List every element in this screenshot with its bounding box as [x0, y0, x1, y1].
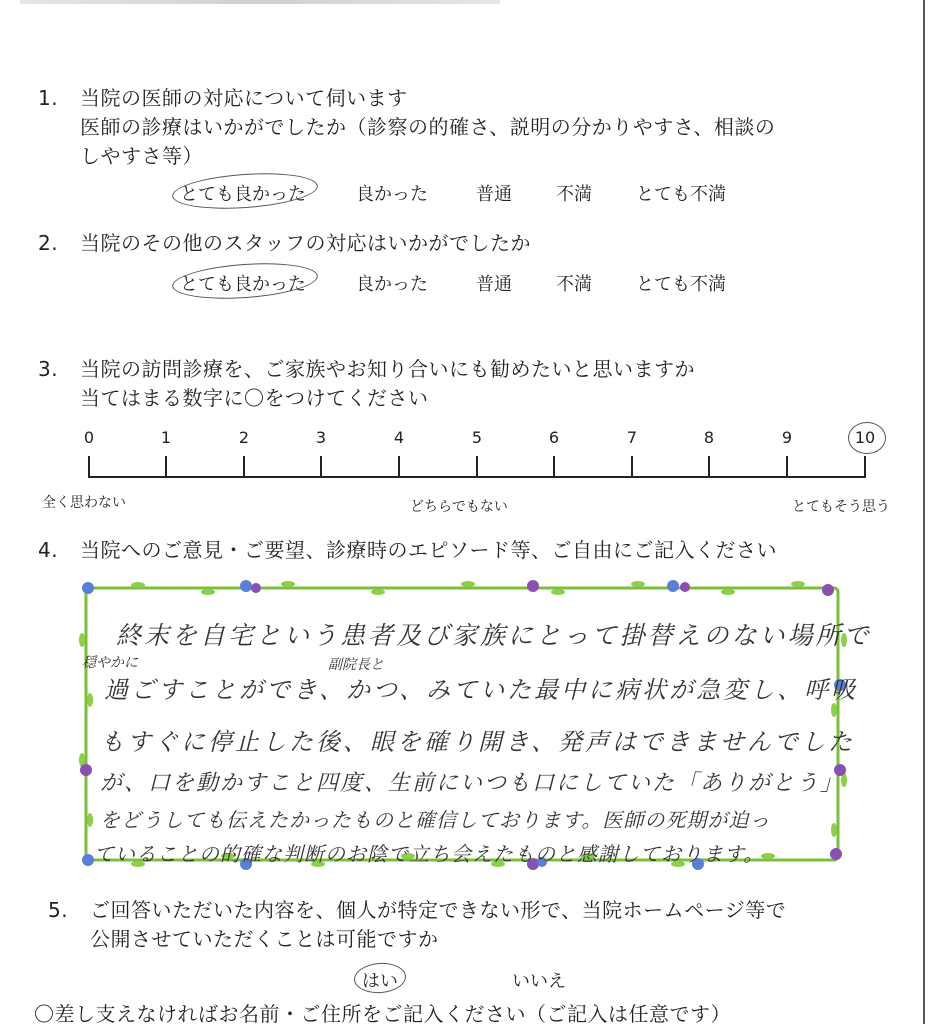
scale-number-1[interactable]: 1 [160, 428, 172, 447]
question-1-line-2: 医師の診療はいかがでしたか（診察の的確さ、説明の分かりやすさ、相談の [80, 115, 776, 139]
scale-mid-label: どちらでもない [410, 499, 508, 515]
scale-number-8[interactable]: 8 [703, 428, 715, 447]
option-very-dissatisfied[interactable]: とても不満 [636, 274, 726, 295]
scale-number-9[interactable]: 9 [781, 428, 793, 447]
question-3 [38, 355, 898, 415]
question-1-number: 1. [38, 86, 59, 110]
scale-tick [631, 456, 633, 477]
scale-number-4[interactable]: 4 [393, 428, 405, 447]
option-good[interactable]: 良かった [356, 184, 428, 205]
question-4-line-1: 当院へのご意見・ご要望、診療時のエピソード等、ご自由にご記入ください [80, 538, 777, 562]
option-very-dissatisfied[interactable]: とても不満 [636, 184, 726, 205]
option-very-good[interactable]: とても良かった [180, 274, 306, 295]
top-edge-smudge [20, 0, 500, 4]
scale-tick [165, 456, 167, 477]
handwriting-line-3: もすぐに停止した後、眼を確り開き、発声はできませんでした [100, 728, 856, 756]
scale-tick [320, 456, 322, 477]
question-2-number: 2. [38, 231, 59, 255]
question-5 [48, 896, 908, 956]
scale-number-5[interactable]: 5 [471, 428, 483, 447]
scale-tick [708, 456, 710, 477]
question-2 [38, 229, 898, 259]
option-good[interactable]: 良かった [356, 274, 428, 295]
question-4 [38, 536, 898, 566]
question-2-options [180, 270, 780, 296]
question-1 [38, 84, 898, 174]
option-no[interactable]: いいえ [512, 971, 566, 992]
scale-number-6[interactable]: 6 [548, 428, 560, 447]
scale-tick [398, 456, 400, 477]
handwriting-line-2: 過ごすことができ、かつ、みていた最中に病状が急変し、呼吸 [104, 676, 859, 704]
scale-right-label: とてもそう思う [792, 499, 890, 515]
comment-box[interactable] [78, 580, 872, 870]
scale-number-2[interactable]: 2 [238, 428, 250, 447]
page-edge-line [923, 0, 925, 1024]
question-5-number: 5. [48, 898, 69, 922]
handwriting-annotation: 副院長と [328, 657, 384, 673]
scale-number-10[interactable]: 10 [854, 428, 876, 447]
option-dissatisfied[interactable]: 不満 [556, 274, 592, 295]
scale-number-3[interactable]: 3 [315, 428, 327, 447]
scale-tick [476, 456, 478, 477]
question-1-line-1: 当院の医師の対応について伺います [80, 86, 408, 110]
scale-tick [88, 456, 90, 477]
option-very-good[interactable]: とても良かった [180, 184, 306, 205]
footer-note-text: 〇差し支えなければお名前・ご住所をご記入ください（ご記入は任意です） [34, 1002, 731, 1026]
question-1-line-3: しやすさ等） [80, 144, 203, 168]
question-3-line-1: 当院の訪問診療を、ご家族やお知り合いにも勧めたいと思いますか [80, 357, 695, 381]
handwriting-line-5: をどうしても伝えたかったものと確信しております。医師の死期が迫っ [100, 808, 771, 832]
question-1-options [180, 180, 780, 206]
question-4-number: 4. [38, 538, 59, 562]
selected-circle-mark [848, 422, 886, 454]
scale-tick [243, 456, 245, 477]
option-yes[interactable]: はい [362, 971, 398, 992]
question-5-line-2: 公開させていただくことは可能ですか [90, 927, 439, 951]
question-2-line-1: 当院のその他のスタッフの対応はいかがでしたか [80, 231, 531, 255]
footer-note [34, 1000, 894, 1026]
handwriting-line-1: 終末を自宅という患者及び家族にとって掛替えのない場所で [116, 621, 872, 650]
handwriting-line-4: が、口を動かすこと四度、生前にいつも口にしていた「ありがとう」 [100, 771, 845, 796]
scale-left-label: 全く思わない [42, 495, 126, 511]
option-average[interactable]: 普通 [476, 274, 512, 295]
question-3-line-2: 当てはまる数字に〇をつけてください [80, 386, 429, 410]
question-3-number: 3. [38, 357, 59, 381]
scale-tick [553, 456, 555, 477]
question-5-line-1: ご回答いただいた内容を、個人が特定できない形で、当院ホームページ等で [90, 898, 787, 922]
scale-tick [864, 456, 866, 477]
scale-number-0[interactable]: 0 [83, 428, 95, 447]
option-dissatisfied[interactable]: 不満 [556, 184, 592, 205]
question-5-options [358, 967, 618, 993]
scale-tick [786, 456, 788, 477]
handwriting-annotation: 穏やかに [82, 655, 138, 671]
scale-number-7[interactable]: 7 [626, 428, 638, 447]
handwriting-line-6: ていることの的確な判断のお陰で立ち会えたものと感謝しております。 [94, 842, 765, 866]
option-average[interactable]: 普通 [476, 184, 512, 205]
